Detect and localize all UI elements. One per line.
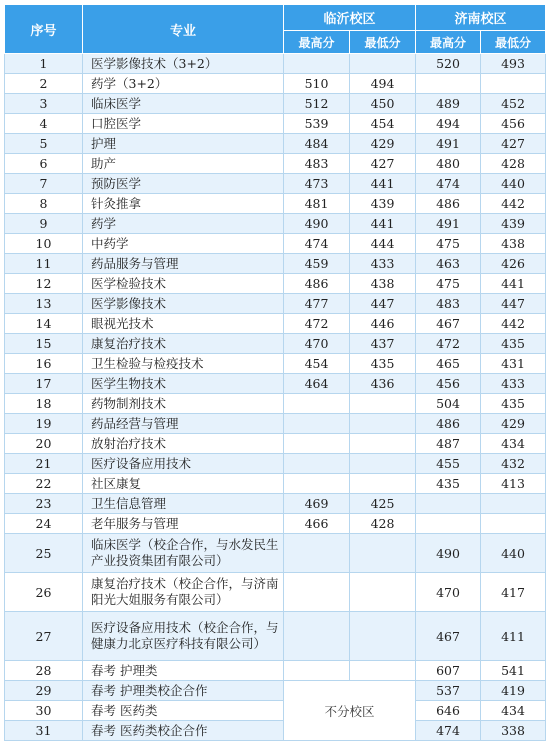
cell-no: 12 <box>5 274 83 294</box>
cell-jinan-max: 486 <box>416 414 481 434</box>
cell-no: 23 <box>5 494 83 514</box>
cell-major: 卫生检验与检疫技术 <box>83 354 284 374</box>
cell-linyi-max <box>284 454 350 474</box>
table-row <box>5 74 546 94</box>
cell-jinan-min: 452 <box>481 94 546 114</box>
table-row <box>5 721 546 741</box>
cell-linyi-min: 427 <box>350 154 416 174</box>
cell-no: 19 <box>5 414 83 434</box>
cell-major: 康复治疗技术（校企合作，与济南阳光大姐服务有限公司） <box>83 573 284 612</box>
cell-no: 28 <box>5 661 83 681</box>
cell-no: 3 <box>5 94 83 114</box>
cell-major: 临床医学（校企合作，与水发民生产业投资集团有限公司） <box>83 534 284 573</box>
score-table-container <box>4 4 546 741</box>
table-row <box>5 494 546 514</box>
header-linyi-max: 最高分 <box>284 31 350 54</box>
cell-linyi-max: 484 <box>284 134 350 154</box>
cell-jinan-min: 442 <box>481 314 546 334</box>
cell-linyi-max <box>284 612 350 661</box>
cell-linyi-min <box>350 54 416 74</box>
cell-linyi-min <box>350 454 416 474</box>
cell-linyi-min <box>350 661 416 681</box>
cell-linyi-max <box>284 434 350 454</box>
cell-linyi-min <box>350 434 416 454</box>
cell-jinan-min: 435 <box>481 334 546 354</box>
cell-major: 医学影像技术（3+2） <box>83 54 284 74</box>
cell-jinan-max <box>416 74 481 94</box>
cell-no: 11 <box>5 254 83 274</box>
cell-linyi-min: 437 <box>350 334 416 354</box>
cell-jinan-max: 456 <box>416 374 481 394</box>
table-row <box>5 174 546 194</box>
cell-jinan-min: 439 <box>481 214 546 234</box>
cell-major: 针灸推拿 <box>83 194 284 214</box>
cell-linyi-min: 425 <box>350 494 416 514</box>
cell-major: 眼视光技术 <box>83 314 284 334</box>
cell-jinan-max: 483 <box>416 294 481 314</box>
cell-major: 中药学 <box>83 234 284 254</box>
cell-jinan-max: 474 <box>416 721 481 741</box>
cell-jinan-min: 417 <box>481 573 546 612</box>
cell-jinan-max: 491 <box>416 214 481 234</box>
cell-jinan-min: 429 <box>481 414 546 434</box>
cell-jinan-max: 435 <box>416 474 481 494</box>
cell-jinan-min: 426 <box>481 254 546 274</box>
cell-major: 春考 医药类 <box>83 701 284 721</box>
cell-jinan-min: 413 <box>481 474 546 494</box>
cell-no: 24 <box>5 514 83 534</box>
cell-no: 26 <box>5 573 83 612</box>
table-row <box>5 612 546 661</box>
table-row <box>5 474 546 494</box>
cell-jinan-min: 427 <box>481 134 546 154</box>
cell-linyi-min: 435 <box>350 354 416 374</box>
cell-jinan-max <box>416 494 481 514</box>
table-row <box>5 234 546 254</box>
cell-major: 医疗设备应用技术（校企合作，与健康力北京医疗科技有限公司） <box>83 612 284 661</box>
cell-no: 14 <box>5 314 83 334</box>
header-serial-number: 序号 <box>5 5 83 54</box>
cell-linyi-max: 510 <box>284 74 350 94</box>
cell-no: 2 <box>5 74 83 94</box>
cell-no: 16 <box>5 354 83 374</box>
cell-linyi-min <box>350 612 416 661</box>
cell-no: 6 <box>5 154 83 174</box>
cell-jinan-max: 472 <box>416 334 481 354</box>
cell-major: 医疗设备应用技术 <box>83 454 284 474</box>
cell-no: 17 <box>5 374 83 394</box>
cell-linyi-min <box>350 474 416 494</box>
cell-no: 8 <box>5 194 83 214</box>
cell-jinan-max: 487 <box>416 434 481 454</box>
cell-no: 25 <box>5 534 83 573</box>
table-row <box>5 701 546 721</box>
cell-linyi-max: 466 <box>284 514 350 534</box>
table-row <box>5 314 546 334</box>
cell-linyi-min: 494 <box>350 74 416 94</box>
cell-jinan-min: 432 <box>481 454 546 474</box>
cell-linyi-min: 447 <box>350 294 416 314</box>
cell-major: 春考 护理类校企合作 <box>83 681 284 701</box>
cell-jinan-min: 419 <box>481 681 546 701</box>
cell-jinan-min: 440 <box>481 174 546 194</box>
cell-linyi-max: 469 <box>284 494 350 514</box>
table-row <box>5 354 546 374</box>
cell-no: 27 <box>5 612 83 661</box>
cell-major: 医学影像技术 <box>83 294 284 314</box>
cell-jinan-max: 470 <box>416 573 481 612</box>
table-row <box>5 254 546 274</box>
cell-jinan-min: 447 <box>481 294 546 314</box>
table-row <box>5 454 546 474</box>
cell-linyi-min: 439 <box>350 194 416 214</box>
table-row <box>5 573 546 612</box>
cell-jinan-max: 463 <box>416 254 481 274</box>
cell-major: 药品服务与管理 <box>83 254 284 274</box>
table-row <box>5 294 546 314</box>
cell-jinan-min: 441 <box>481 274 546 294</box>
cell-major: 春考 护理类 <box>83 661 284 681</box>
cell-jinan-max: 475 <box>416 234 481 254</box>
cell-jinan-max: 491 <box>416 134 481 154</box>
cell-linyi-max: 490 <box>284 214 350 234</box>
cell-jinan-min: 428 <box>481 154 546 174</box>
cell-jinan-max: 475 <box>416 274 481 294</box>
cell-jinan-max: 467 <box>416 314 481 334</box>
cell-major: 社区康复 <box>83 474 284 494</box>
cell-linyi-min: 446 <box>350 314 416 334</box>
table-row <box>5 214 546 234</box>
cell-major: 药学（3+2） <box>83 74 284 94</box>
cell-linyi-max <box>284 661 350 681</box>
cell-linyi-min <box>350 394 416 414</box>
cell-no: 10 <box>5 234 83 254</box>
table-row <box>5 274 546 294</box>
table-row <box>5 534 546 573</box>
cell-jinan-min: 493 <box>481 54 546 74</box>
cell-jinan-min: 541 <box>481 661 546 681</box>
cell-no: 13 <box>5 294 83 314</box>
table-row <box>5 194 546 214</box>
admission-score-table <box>4 4 546 741</box>
cell-jinan-max: 455 <box>416 454 481 474</box>
cell-no: 31 <box>5 721 83 741</box>
cell-linyi-min: 428 <box>350 514 416 534</box>
table-row <box>5 94 546 114</box>
cell-jinan-min: 433 <box>481 374 546 394</box>
cell-major: 护理 <box>83 134 284 154</box>
cell-linyi-max: 472 <box>284 314 350 334</box>
cell-jinan-min: 434 <box>481 434 546 454</box>
cell-major: 口腔医学 <box>83 114 284 134</box>
cell-no: 21 <box>5 454 83 474</box>
cell-major: 药品经营与管理 <box>83 414 284 434</box>
cell-jinan-min <box>481 494 546 514</box>
cell-jinan-max: 474 <box>416 174 481 194</box>
table-row <box>5 134 546 154</box>
cell-jinan-max: 607 <box>416 661 481 681</box>
cell-jinan-min <box>481 74 546 94</box>
cell-major: 春考 医药类校企合作 <box>83 721 284 741</box>
cell-linyi-min: 438 <box>350 274 416 294</box>
cell-jinan-max: 467 <box>416 612 481 661</box>
cell-linyi-max: 459 <box>284 254 350 274</box>
cell-linyi-min: 454 <box>350 114 416 134</box>
cell-no: 1 <box>5 54 83 74</box>
cell-no: 7 <box>5 174 83 194</box>
cell-linyi-min: 450 <box>350 94 416 114</box>
cell-linyi-max: 474 <box>284 234 350 254</box>
cell-linyi-min <box>350 573 416 612</box>
cell-major: 放射治疗技术 <box>83 434 284 454</box>
table-row <box>5 114 546 134</box>
cell-jinan-max: 486 <box>416 194 481 214</box>
cell-linyi-max: 464 <box>284 374 350 394</box>
cell-no: 30 <box>5 701 83 721</box>
cell-linyi-max: 512 <box>284 94 350 114</box>
cell-linyi-max <box>284 573 350 612</box>
cell-linyi-max <box>284 54 350 74</box>
table-row <box>5 54 546 74</box>
table-row <box>5 661 546 681</box>
cell-jinan-max: 489 <box>416 94 481 114</box>
cell-jinan-min: 456 <box>481 114 546 134</box>
cell-linyi-min: 441 <box>350 174 416 194</box>
cell-major: 医学生物技术 <box>83 374 284 394</box>
header-jinan-min: 最低分 <box>481 31 546 54</box>
cell-no: 20 <box>5 434 83 454</box>
cell-linyi-max: 473 <box>284 174 350 194</box>
cell-no: 18 <box>5 394 83 414</box>
cell-jinan-min <box>481 514 546 534</box>
cell-no: 22 <box>5 474 83 494</box>
cell-major: 药物制剂技术 <box>83 394 284 414</box>
cell-linyi-min: 436 <box>350 374 416 394</box>
table-row <box>5 394 546 414</box>
cell-linyi-max <box>284 394 350 414</box>
table-row <box>5 514 546 534</box>
cell-jinan-min: 411 <box>481 612 546 661</box>
cell-no: 29 <box>5 681 83 701</box>
table-row <box>5 374 546 394</box>
cell-linyi-max: 539 <box>284 114 350 134</box>
cell-jinan-max: 494 <box>416 114 481 134</box>
header-linyi-min: 最低分 <box>350 31 416 54</box>
cell-jinan-max: 646 <box>416 701 481 721</box>
cell-no: 5 <box>5 134 83 154</box>
cell-jinan-min: 435 <box>481 394 546 414</box>
cell-jinan-min: 440 <box>481 534 546 573</box>
cell-jinan-max: 490 <box>416 534 481 573</box>
header-linyi-campus: 临沂校区 <box>284 5 416 31</box>
cell-major: 临床医学 <box>83 94 284 114</box>
cell-linyi-min: 441 <box>350 214 416 234</box>
cell-jinan-min: 442 <box>481 194 546 214</box>
cell-jinan-min: 438 <box>481 234 546 254</box>
cell-major: 医学检验技术 <box>83 274 284 294</box>
table-row <box>5 154 546 174</box>
cell-jinan-min: 434 <box>481 701 546 721</box>
cell-major: 卫生信息管理 <box>83 494 284 514</box>
cell-jinan-max: 537 <box>416 681 481 701</box>
table-row <box>5 414 546 434</box>
table-row <box>5 334 546 354</box>
cell-linyi-max: 486 <box>284 274 350 294</box>
cell-jinan-min: 338 <box>481 721 546 741</box>
cell-linyi-min: 429 <box>350 134 416 154</box>
cell-linyi-max <box>284 534 350 573</box>
cell-linyi-max <box>284 414 350 434</box>
cell-jinan-max: 520 <box>416 54 481 74</box>
cell-jinan-max: 504 <box>416 394 481 414</box>
cell-major: 老年服务与管理 <box>83 514 284 534</box>
cell-jinan-min: 431 <box>481 354 546 374</box>
cell-jinan-max <box>416 514 481 534</box>
cell-no: 9 <box>5 214 83 234</box>
cell-no: 4 <box>5 114 83 134</box>
header-jinan-max: 最高分 <box>416 31 481 54</box>
cell-major: 预防医学 <box>83 174 284 194</box>
cell-linyi-max: 454 <box>284 354 350 374</box>
cell-major: 康复治疗技术 <box>83 334 284 354</box>
cell-linyi-max: 470 <box>284 334 350 354</box>
cell-linyi-max: 477 <box>284 294 350 314</box>
cell-jinan-max: 480 <box>416 154 481 174</box>
cell-no: 15 <box>5 334 83 354</box>
cell-linyi-min <box>350 534 416 573</box>
cell-major: 药学 <box>83 214 284 234</box>
header-major: 专业 <box>83 5 284 54</box>
cell-linyi-min <box>350 414 416 434</box>
cell-jinan-max: 465 <box>416 354 481 374</box>
cell-linyi-max: 481 <box>284 194 350 214</box>
cell-linyi-min: 444 <box>350 234 416 254</box>
cell-linyi-min: 433 <box>350 254 416 274</box>
cell-major: 助产 <box>83 154 284 174</box>
table-row <box>5 434 546 454</box>
cell-linyi-max <box>284 474 350 494</box>
header-jinan-campus: 济南校区 <box>416 5 546 31</box>
cell-linyi-max: 483 <box>284 154 350 174</box>
table-row <box>5 681 546 701</box>
no-campus-distinction-note: 不分校区 <box>284 681 416 741</box>
